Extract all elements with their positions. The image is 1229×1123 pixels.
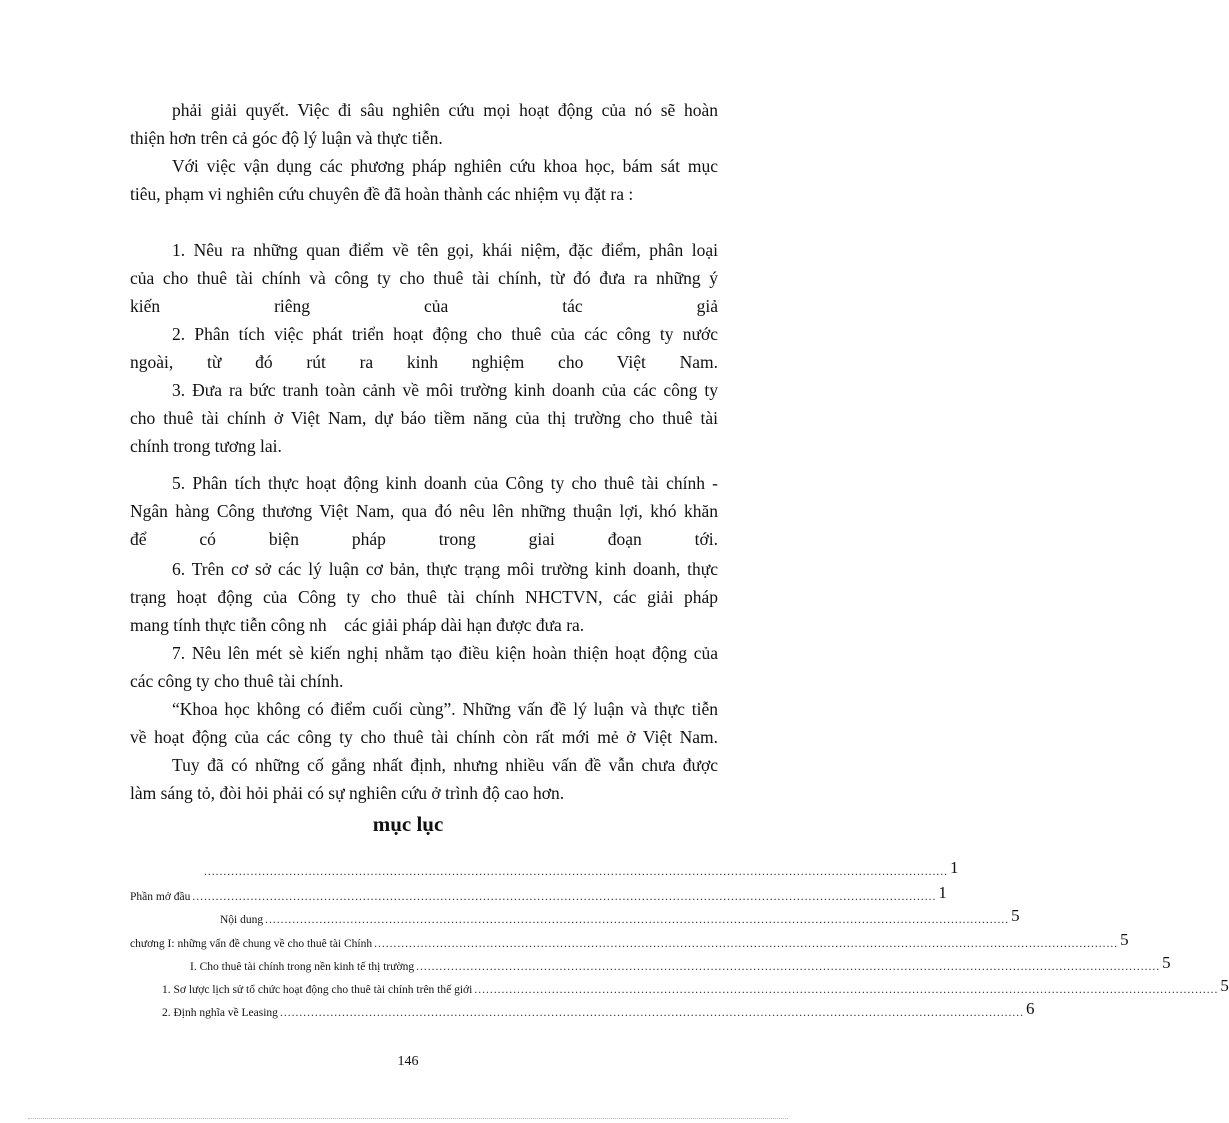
- toc-heading: mục lục: [372, 812, 444, 836]
- page-number: 146: [397, 1054, 419, 1069]
- text-line: của cho thuê tài chính và công ty cho thuê tài chính, từ đó đưa ra những ý: [130, 268, 718, 288]
- toc-leader-dots: ................................................................................................................................................................................................: [204, 866, 948, 878]
- body-paragraph: [130, 376, 718, 460]
- body-paragraph: [130, 695, 718, 751]
- text-line: cho thuê tài chính ở Việt Nam, dự báo tiềm năng của thị trường cho thuê tài: [130, 408, 718, 428]
- toc-leader-dots: ................................................................................................................................................................................................: [416, 961, 1161, 973]
- text-line: để có biện pháp trong giai đoạn tới.: [130, 529, 718, 549]
- text-line: làm sáng tỏ, đòi hỏi phải có sự nghiên cứu ở trình độ cao hơn.: [130, 783, 565, 803]
- toc-entry[interactable]: [130, 906, 1020, 926]
- text-line: Với việc vận dụng các phương pháp nghiên cứu khoa học, bám sát mục: [172, 156, 718, 176]
- text-line: 5. Phân tích thực hoạt động kinh doanh của Công ty cho thuê tài chính -: [172, 473, 718, 493]
- toc-entry-page: 1: [950, 858, 959, 877]
- text-line: 6. Trên cơ sở các lý luận cơ bản, thực trạng môi trường kinh doanh, thực: [172, 559, 718, 579]
- toc-leader-dots: ................................................................................................................................................................................................: [474, 984, 1219, 996]
- text-line: các công ty cho thuê tài chính.: [130, 671, 344, 691]
- body-paragraph: [130, 320, 718, 376]
- text-line: ngoài, từ đó rút ra kinh nghiệm cho Việt Nam.: [130, 352, 718, 372]
- text-line: 1. Nêu ra những quan điểm về tên gọi, khái niệm, đặc điểm, phân loại: [172, 240, 718, 260]
- toc-entry[interactable]: [130, 976, 1229, 996]
- text-line: phải giải quyết. Việc đi sâu nghiên cứu mọi hoạt động của nó sẽ hoàn: [172, 100, 718, 120]
- text-line: Tuy đã có những cố gắng nhất định, nhưng nhiều vấn đề vẫn chưa được: [172, 755, 718, 775]
- body-paragraph: [130, 555, 718, 639]
- toc-leader-dots: ................................................................................................................................................................................................: [265, 914, 1010, 926]
- text-line: 2. Phân tích việc phát triển hoạt động cho thuê của các công ty nước: [172, 324, 718, 344]
- body-paragraph: [130, 96, 718, 152]
- body-paragraph: [130, 751, 718, 807]
- toc-entry[interactable]: [130, 999, 1035, 1019]
- toc-entry-page: 6: [1025, 999, 1035, 1018]
- body-paragraph: [130, 152, 718, 208]
- text-line: Ngân hàng Công thương Việt Nam, qua đó nêu lên những thuận lợi, khó khăn: [130, 501, 718, 521]
- body-paragraph: [130, 236, 718, 320]
- text-line: chính trong tương lai.: [130, 436, 282, 456]
- toc-leader-dots: ................................................................................................................................................................................................: [279, 1007, 1024, 1019]
- text-line: “Khoa học không có điểm cuối cùng”. Những vấn đề lý luận và thực tiễn: [172, 699, 718, 719]
- toc-entry[interactable]: [130, 930, 1129, 950]
- toc-leader-dots: ................................................................................................................................................................................................: [374, 938, 1119, 950]
- text-line: 3. Đưa ra bức tranh toàn cảnh về môi trường kinh doanh của các công ty: [172, 380, 718, 400]
- toc-entry-title: 2. Định nghĩa về Leasing: [162, 1007, 278, 1019]
- text-line: về hoạt động của các công ty cho thuê tài chính còn rất mới mẻ ở Việt Nam.: [130, 727, 718, 747]
- toc-entry-title: Phần mở đầu: [130, 891, 191, 903]
- text-line: thiện hơn trên cả góc độ lý luận và thực tiễn.: [130, 128, 443, 148]
- body-paragraph: [130, 639, 718, 695]
- toc-entry-page: 5: [1162, 953, 1171, 972]
- text-line: tiêu, phạm vi nghiên cứu chuyên đề đã hoàn thành các nhiệm vụ đặt ra :: [130, 184, 634, 204]
- toc-entry-title: I. Cho thuê tài chính trong nền kinh tế thị trường: [190, 961, 415, 973]
- body-paragraph: [130, 469, 718, 553]
- toc-leader-dots: ................................................................................................................................................................................................: [192, 891, 937, 903]
- text-line: trạng hoạt động của Công ty cho thuê tài chính NHCTVN, các giải pháp: [130, 587, 718, 607]
- bottom-divider: [28, 1118, 788, 1119]
- toc-entry[interactable]: [130, 883, 947, 903]
- toc-entry-page: 5: [1220, 976, 1229, 995]
- text-line: 7. Nêu lên mét sè kiến nghị nhằm tạo điều kiện hoàn thiện hoạt động của: [172, 643, 718, 663]
- toc-entry-title: 1. Sơ lược lịch sử tổ chức hoạt động cho thuê tài chính trên thế giới: [162, 984, 473, 996]
- toc-entry-title: chương I: những vấn đề chung về cho thuê tài Chính: [130, 938, 373, 950]
- toc-entry-page: 1: [938, 883, 947, 902]
- toc-entry[interactable]: [130, 858, 959, 878]
- toc-entry-page: 5: [1011, 906, 1020, 925]
- toc-entry[interactable]: [130, 953, 1171, 973]
- toc-entry-page: 5: [1120, 930, 1129, 949]
- toc-entry-title: Nội dung: [220, 914, 264, 926]
- text-line: kiến riêng của tác giả: [130, 296, 718, 316]
- text-line: mang tính thực tiễn công nh các giải pháp dài hạn được đưa ra.: [130, 615, 585, 635]
